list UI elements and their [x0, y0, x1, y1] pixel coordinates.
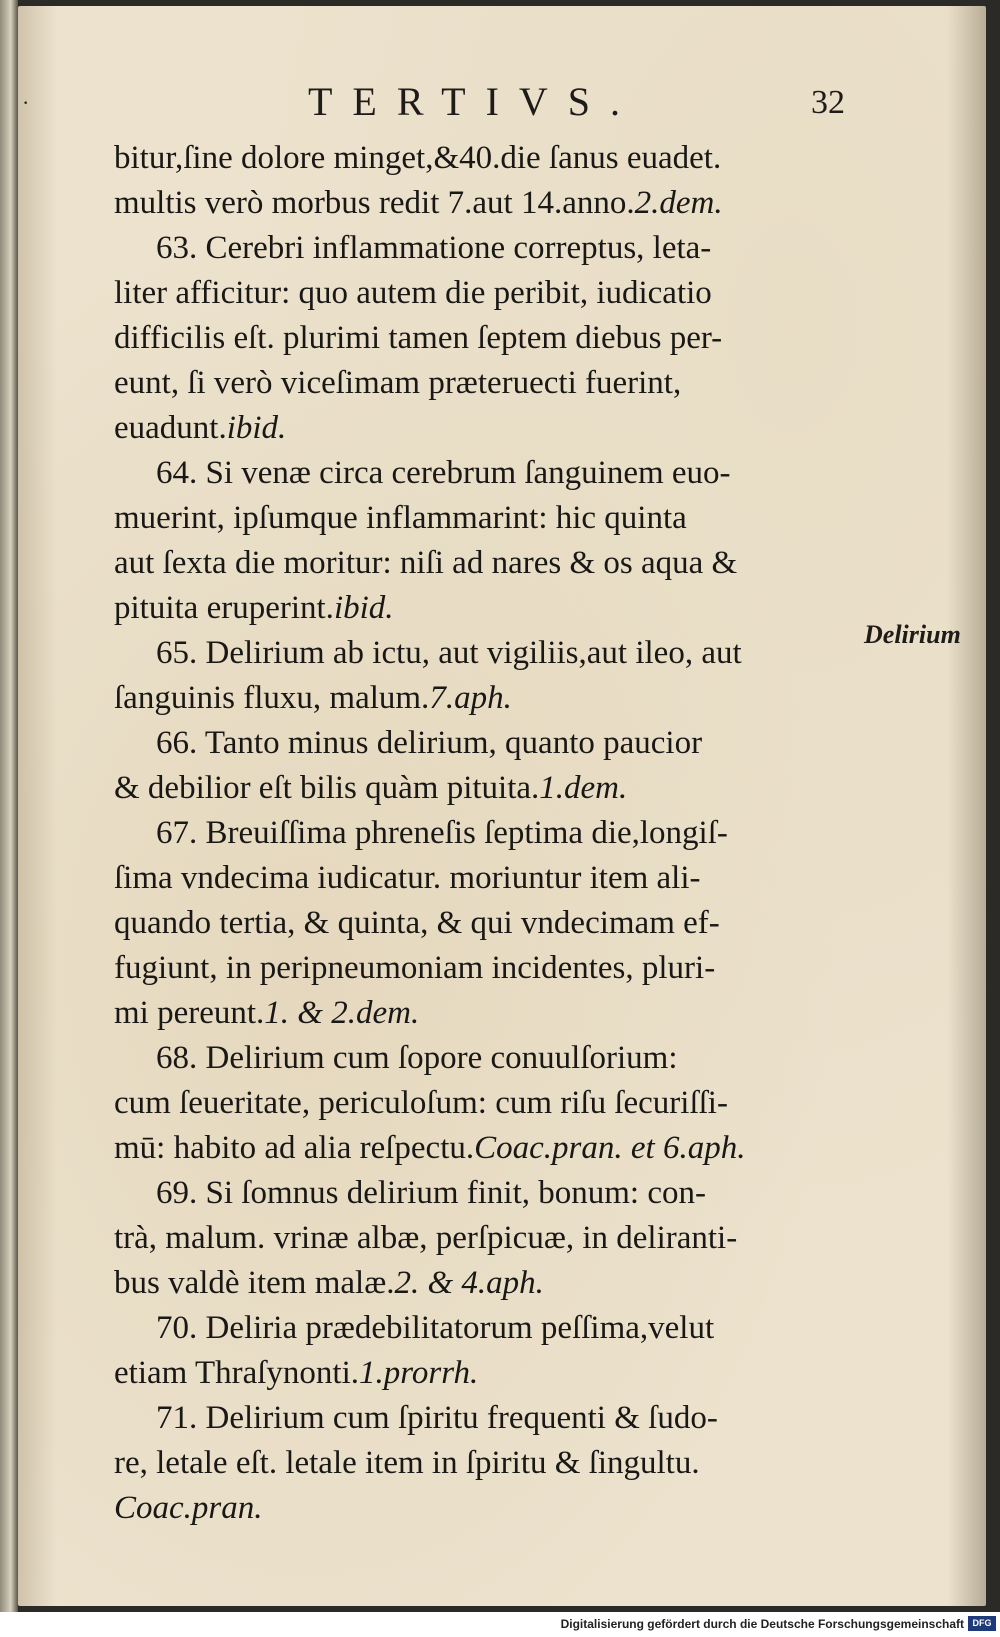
line-text: trà, malum. vrinæ albæ, perſpicuæ, in deliranti- — [114, 1220, 738, 1256]
text-line — [156, 811, 834, 856]
line-text: pituita eruperint. — [114, 590, 334, 626]
line-text: fugiunt, in peripneumoniam incidentes, pluri- — [114, 950, 716, 986]
page-header — [18, 78, 986, 128]
text-line — [114, 901, 834, 946]
text-line — [114, 541, 834, 586]
text-line — [114, 136, 834, 181]
running-title: TERTIVS. — [308, 79, 641, 124]
line-text: cum ſeueritate, periculoſum: cum riſu ſecuriſſi- — [114, 1085, 728, 1121]
citation-reference: Coac.pran. — [114, 1490, 263, 1526]
citation-reference: 2.dem. — [634, 185, 723, 221]
margin-note: Delirium — [864, 620, 961, 649]
text-line — [156, 1171, 834, 1216]
line-text: 67. Breuiſſima phreneſis ſeptima die,longiſ- — [156, 815, 728, 851]
text-line — [156, 226, 834, 271]
text-line — [114, 1081, 834, 1126]
text-line — [114, 1351, 834, 1396]
line-text: 71. Delirium cum ſpiritu frequenti & ſudo- — [156, 1400, 718, 1436]
text-line — [156, 721, 834, 766]
line-text: liter afficitur: quo autem die peribit, iudicatio — [114, 275, 712, 311]
citation-reference: ibid. — [226, 410, 287, 446]
line-text: & debilior eſt bilis quàm pituita. — [114, 770, 540, 806]
line-text: 68. Delirium cum ſopore conuulſorium: — [156, 1040, 678, 1076]
text-line — [114, 1126, 834, 1171]
edge-mark: · — [22, 90, 30, 115]
line-text: 63. Cerebri inflammatione correptus, leta- — [156, 230, 712, 266]
facing-page-edge — [0, 0, 18, 1612]
funding-credit: Digitalisierung gefördert durch die Deutsche Forschungsgemeinschaft — [560, 1617, 964, 1631]
text-line — [156, 1396, 834, 1441]
line-text: re, letale eſt. letale item in ſpiritu & ſingultu. — [114, 1445, 700, 1481]
citation-reference: 1.prorrh. — [359, 1355, 479, 1391]
line-text: 65. Delirium ab ictu, aut vigiliis,aut ileo, aut — [156, 635, 742, 671]
text-line — [114, 991, 834, 1036]
text-line — [114, 271, 834, 316]
line-text: 70. Deliria prædebilitatorum peſſima,velut — [156, 1310, 715, 1346]
text-line — [114, 946, 834, 991]
text-line — [114, 1261, 834, 1306]
text-line — [114, 676, 834, 721]
citation-reference: Coac.pran. et 6.aph. — [474, 1130, 746, 1166]
text-line — [114, 856, 834, 901]
text-line — [114, 1441, 834, 1486]
line-text: aut ſexta die moritur: niſi ad nares & os aqua & — [114, 545, 738, 581]
line-text: difficilis eſt. plurimi tamen ſeptem diebus per- — [114, 320, 723, 356]
line-text: quando tertia, & quinta, & qui vndecimam ef- — [114, 905, 720, 941]
text-line — [114, 586, 834, 631]
text-line — [114, 1486, 834, 1531]
text-line — [114, 1216, 834, 1261]
text-line — [114, 406, 834, 451]
page-number: 32 — [811, 84, 845, 121]
text-line — [114, 361, 834, 406]
page-sheet — [18, 6, 986, 1606]
digitization-footer — [0, 1612, 1000, 1637]
line-text: etiam Thraſynonti. — [114, 1355, 360, 1391]
citation-reference: ibid. — [333, 590, 394, 626]
text-line — [114, 181, 834, 226]
line-text: 69. Si ſomnus delirium finit, bonum: con- — [156, 1175, 706, 1211]
line-text: muerint, ipſumque inflammarint: hic quinta — [114, 500, 687, 536]
line-text: mū: habito ad alia reſpectu. — [114, 1130, 475, 1166]
line-text: bitur,ſine dolore minget,&40.die ſanus euadet. — [114, 140, 722, 176]
line-text: 66. Tanto minus delirium, quanto paucior — [156, 725, 703, 761]
text-line — [156, 1036, 834, 1081]
citation-reference: 1. & 2.dem. — [264, 995, 420, 1031]
dfg-logo-icon: DFG — [968, 1616, 996, 1631]
text-line — [114, 316, 834, 361]
line-text: bus valdè item malæ. — [114, 1265, 395, 1301]
line-text: mi pereunt. — [114, 995, 265, 1031]
text-line — [156, 451, 834, 496]
text-line — [156, 631, 834, 676]
text-line — [156, 1306, 834, 1351]
line-text: eunt, ſi verò viceſimam præteruecti fuerint, — [114, 365, 682, 401]
text-line — [114, 496, 834, 541]
line-text: ſima vndecima iudicatur. moriuntur item ali- — [114, 860, 701, 896]
text-line — [114, 766, 834, 811]
citation-reference: 2. & 4.aph. — [394, 1265, 544, 1301]
citation-reference: 1.dem. — [539, 770, 628, 806]
body-text — [114, 136, 834, 1531]
line-text: 64. Si venæ circa cerebrum ſanguinem euo- — [156, 455, 731, 491]
citation-reference: 7.aph. — [429, 680, 512, 716]
line-text: multis verò morbus redit 7.aut 14.anno. — [114, 185, 635, 221]
line-text: euadunt. — [114, 410, 227, 446]
line-text: ſanguinis fluxu, malum. — [114, 680, 430, 716]
